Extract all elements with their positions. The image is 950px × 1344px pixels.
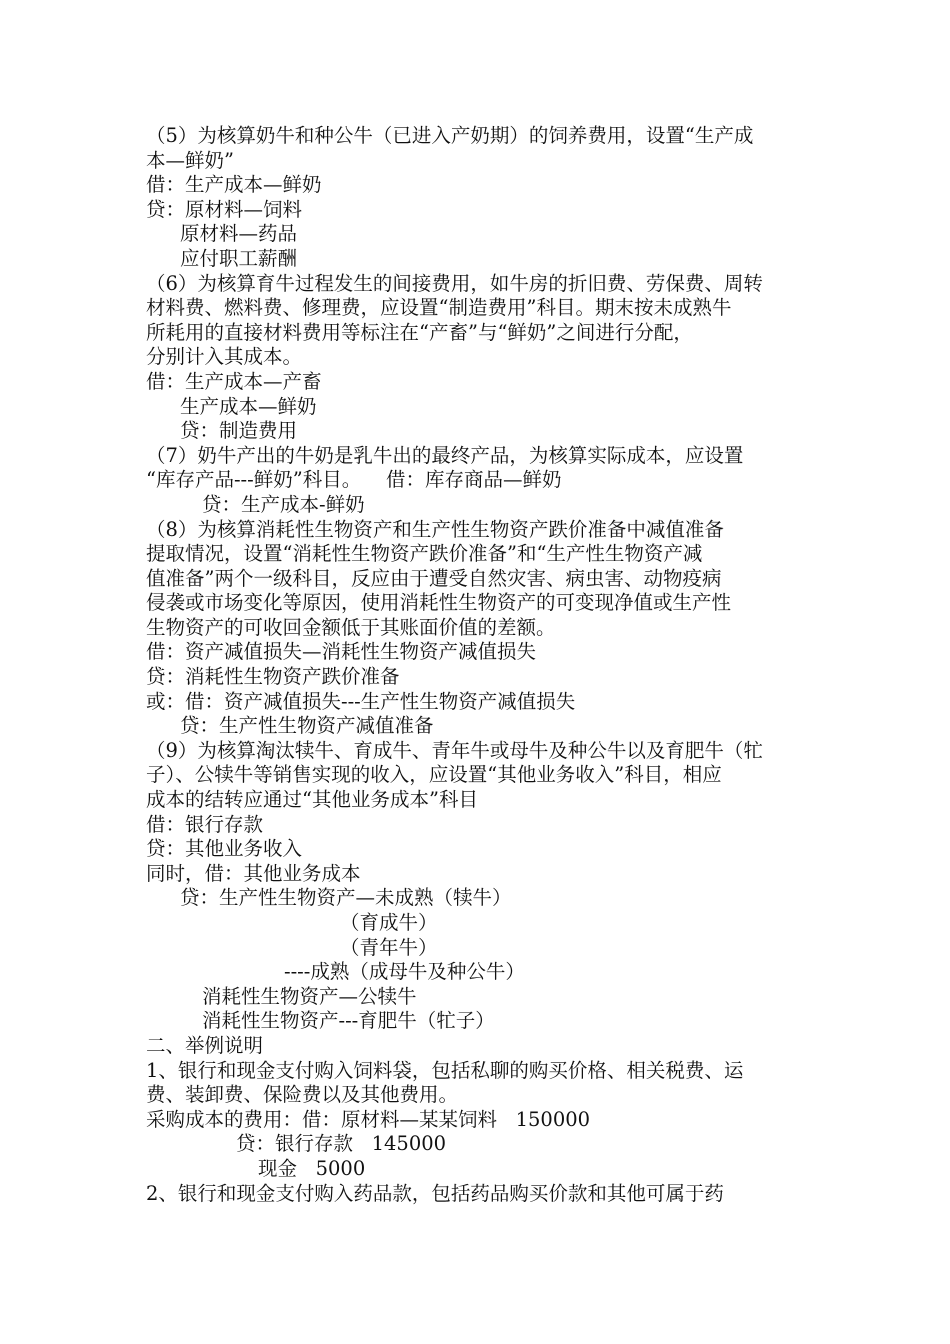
text-line: （育成牛） xyxy=(340,911,438,934)
text-line: 消耗性生物资产—公犊牛 xyxy=(202,984,417,1008)
text-line: 贷：其他业务收入 xyxy=(146,837,303,861)
text-line: （6）为核算育牛过程发生的间接费用，如牛房的折旧费、劳保费、周转 xyxy=(146,271,763,295)
text-line: 子）、公犊牛等销售实现的收入，应设置“其他业务收入”科目，相应 xyxy=(146,763,722,787)
text-line: 侵袭或市场变化等原因，使用消耗性生物资产的可变现净值或生产性 xyxy=(146,591,732,615)
text-line: 借：资产减值损失—消耗性生物资产减值损失 xyxy=(146,640,537,664)
text-line: 贷：生产性生物资产—未成熟（犊牛） xyxy=(180,886,512,910)
text-line: 借：银行存款 xyxy=(146,812,264,836)
text-line: 成本的结转应通过“其他业务成本”科目 xyxy=(146,788,478,812)
text-line: 贷：消耗性生物资产跌价准备 xyxy=(146,665,400,689)
text-line: 现金 5000 xyxy=(258,1156,366,1180)
text-line: （8）为核算消耗性生物资产和生产性生物资产跌价准备中减值准备 xyxy=(146,517,724,541)
text-line: 借：生产成本—鲜奶 xyxy=(146,173,322,197)
text-line: 2、银行和现金支付购入药品款，包括药品购买价款和其他可属于药 xyxy=(146,1181,724,1205)
text-line: 生产成本—鲜奶 xyxy=(180,394,317,418)
text-line: 同时，借：其他业务成本 xyxy=(146,861,361,885)
text-line: 提取情况，设置“消耗性生物资产跌价准备”和“生产性生物资产减 xyxy=(146,542,703,566)
text-line: 贷：生产成本-鲜奶 xyxy=(202,492,365,516)
text-line: （青年牛） xyxy=(340,935,438,959)
text-line: 或：借：资产减值损失---生产性生物资产减值损失 xyxy=(146,689,576,713)
text-line: 消耗性生物资产---育肥牛（牤子） xyxy=(202,1009,495,1033)
text-line: “库存产品---鲜奶”科目。 借：库存商品—鲜奶 xyxy=(146,468,562,492)
text-line: 贷：制造费用 xyxy=(180,419,298,443)
text-line: 分别计入其成本。 xyxy=(146,345,303,369)
text-line: 费、装卸费、保险费以及其他费用。 xyxy=(146,1083,459,1107)
text-line: 原材料—药品 xyxy=(180,222,298,246)
text-line: （7）奶牛产出的牛奶是乳牛出的最终产品，为核算实际成本，应设置 xyxy=(146,443,744,467)
text-line: 采购成本的费用：借：原材料—某某饲料 150000 xyxy=(146,1107,591,1131)
text-line: （5）为核算奶牛和种公牛（已进入产奶期）的饲养费用，设置“生产成 xyxy=(146,124,754,147)
text-line: 贷：原材料—饲料 xyxy=(146,197,303,221)
text-line: 生物资产的可收回金额低于其账面价值的差额。 xyxy=(146,615,556,639)
text-line: 本—鲜奶” xyxy=(146,148,234,172)
text-line: 材料费、燃料费、修理费，应设置“制造费用”科目。期末按未成熟牛 xyxy=(146,296,732,320)
text-line: ----成熟（成母牛及种公牛） xyxy=(284,960,525,984)
text-line: （9）为核算淘汰犊牛、育成牛、青年牛或母牛及种公牛以及育肥牛（牤 xyxy=(146,738,763,762)
document-body xyxy=(146,124,826,1206)
text-line: 贷：生产性生物资产减值准备 xyxy=(180,714,434,738)
text-line: 贷：银行存款 145000 xyxy=(236,1132,447,1156)
text-line: 借：生产成本—产畜 xyxy=(146,369,322,393)
text-line: 应付职工薪酬 xyxy=(180,246,298,270)
text-line: 1、银行和现金支付购入饲料袋，包括私聊的购买价格、相关税费、运 xyxy=(146,1058,744,1082)
text-line: 二、举例说明 xyxy=(146,1033,264,1057)
text-line: 所耗用的直接材料费用等标注在“产畜”与“鲜奶”之间进行分配， xyxy=(146,320,693,344)
text-line: 值准备”两个一级科目，反应由于遭受自然灾害、病虫害、动物疫病 xyxy=(146,566,722,590)
